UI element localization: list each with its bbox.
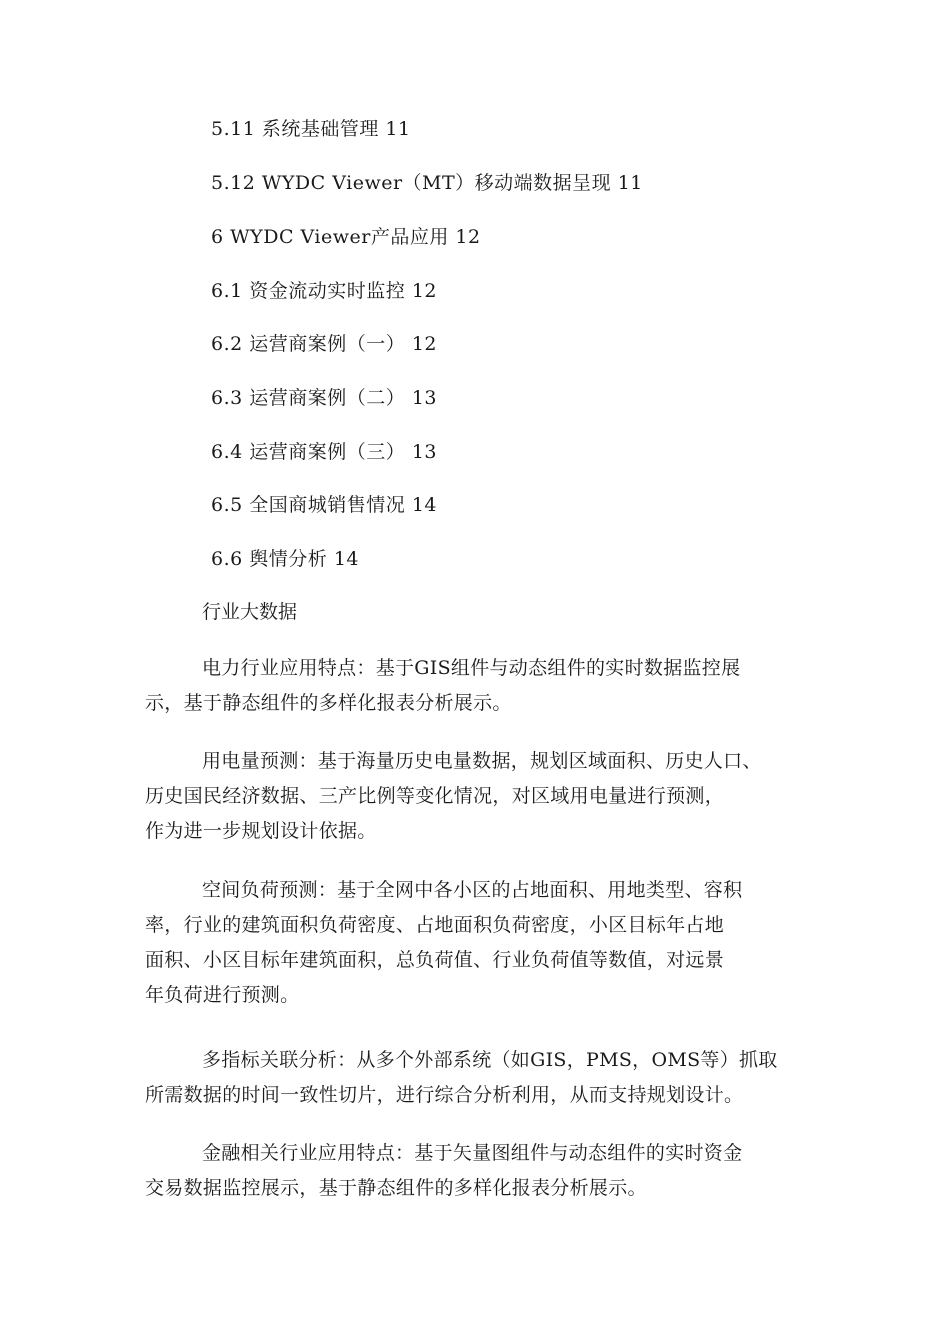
toc-page: 13 bbox=[411, 441, 438, 463]
toc-number: 6.2 bbox=[211, 333, 243, 355]
toc-page: 11 bbox=[617, 172, 643, 194]
toc-entry[interactable] bbox=[211, 117, 411, 141]
toc-page: 11 bbox=[385, 118, 411, 140]
toc-title: 运营商案例（三） bbox=[249, 441, 406, 463]
toc-page: 13 bbox=[411, 387, 438, 409]
paragraph-line: 所需数据的时间一致性切片，进行综合分析利用，从而支持规划设计。 bbox=[145, 1084, 744, 1106]
toc-entry[interactable] bbox=[211, 386, 437, 410]
toc-number: 6.5 bbox=[211, 494, 243, 516]
paragraph-line: 空间负荷预测：基于全网中各小区的占地面积、用地类型、容积 bbox=[202, 879, 743, 901]
toc-entry[interactable] bbox=[211, 171, 643, 195]
toc-entry[interactable] bbox=[211, 225, 481, 249]
paragraph-line: 金融相关行业应用特点：基于矢量图组件与动态组件的实时资金 bbox=[202, 1142, 743, 1164]
toc-title: 运营商案例（一） bbox=[249, 333, 406, 355]
paragraph-multi-indicator-analysis bbox=[145, 1043, 825, 1113]
paragraph-line: 历史国民经济数据、三产比例等变化情况，对区域用电量进行预测， bbox=[145, 785, 725, 807]
paragraph-finance-industry bbox=[145, 1136, 825, 1206]
paragraph-line: 用电量预测：基于海量历史电量数据，规划区域面积、历史人口、 bbox=[202, 750, 762, 772]
toc-number: 5.12 bbox=[211, 172, 256, 194]
paragraph-line: 面积、小区目标年建筑面积，总负荷值、行业负荷值等数值，对远景 bbox=[145, 949, 725, 971]
paragraph-line: 示，基于静态组件的多样化报表分析展示。 bbox=[145, 692, 512, 714]
toc-entry[interactable] bbox=[211, 493, 437, 517]
toc-title: 全国商城销售情况 bbox=[249, 494, 406, 516]
toc-page: 14 bbox=[411, 494, 438, 516]
toc-title: 运营商案例（二） bbox=[249, 387, 406, 409]
paragraph-spatial-load-forecast bbox=[145, 873, 825, 1013]
toc-title: 资金流动实时监控 bbox=[249, 280, 406, 302]
toc-number: 6.1 bbox=[211, 280, 243, 302]
toc-page: 12 bbox=[411, 333, 438, 355]
toc-number: 6.4 bbox=[211, 441, 243, 463]
paragraph-line: 多指标关联分析：从多个外部系统（如GIS，PMS，OMS等）抓取 bbox=[202, 1049, 778, 1071]
toc-title: 舆情分析 bbox=[249, 548, 328, 570]
toc-number: 6 bbox=[211, 226, 224, 248]
toc-page: 12 bbox=[455, 226, 481, 248]
toc-page: 12 bbox=[411, 280, 438, 302]
paragraph-line: 交易数据监控展示，基于静态组件的多样化报表分析展示。 bbox=[145, 1177, 647, 1199]
paragraph-line: 率，行业的建筑面积负荷密度、占地面积负荷密度，小区目标年占地 bbox=[145, 914, 725, 936]
toc-number: 6.6 bbox=[211, 548, 243, 570]
toc-title: WYDC Viewer（MT）移动端数据呈现 bbox=[261, 172, 612, 194]
paragraph-consumption-forecast bbox=[145, 744, 825, 849]
toc-title: WYDC Viewer产品应用 bbox=[230, 226, 449, 248]
section-heading: 行业大数据 bbox=[202, 601, 298, 623]
toc-entry[interactable] bbox=[211, 440, 437, 464]
toc-number: 5.11 bbox=[211, 118, 256, 140]
toc-number: 6.3 bbox=[211, 387, 243, 409]
paragraph-line: 作为进一步规划设计依据。 bbox=[145, 820, 377, 842]
paragraph-power-industry bbox=[145, 651, 825, 721]
toc-entry[interactable] bbox=[211, 279, 437, 303]
toc-title: 系统基础管理 bbox=[261, 118, 379, 140]
toc-entry[interactable] bbox=[211, 547, 359, 571]
paragraph-line: 电力行业应用特点：基于GIS组件与动态组件的实时数据监控展 bbox=[202, 657, 741, 679]
toc-entry[interactable] bbox=[211, 332, 437, 356]
toc-page: 14 bbox=[333, 548, 360, 570]
paragraph-line: 年负荷进行预测。 bbox=[145, 984, 300, 1006]
